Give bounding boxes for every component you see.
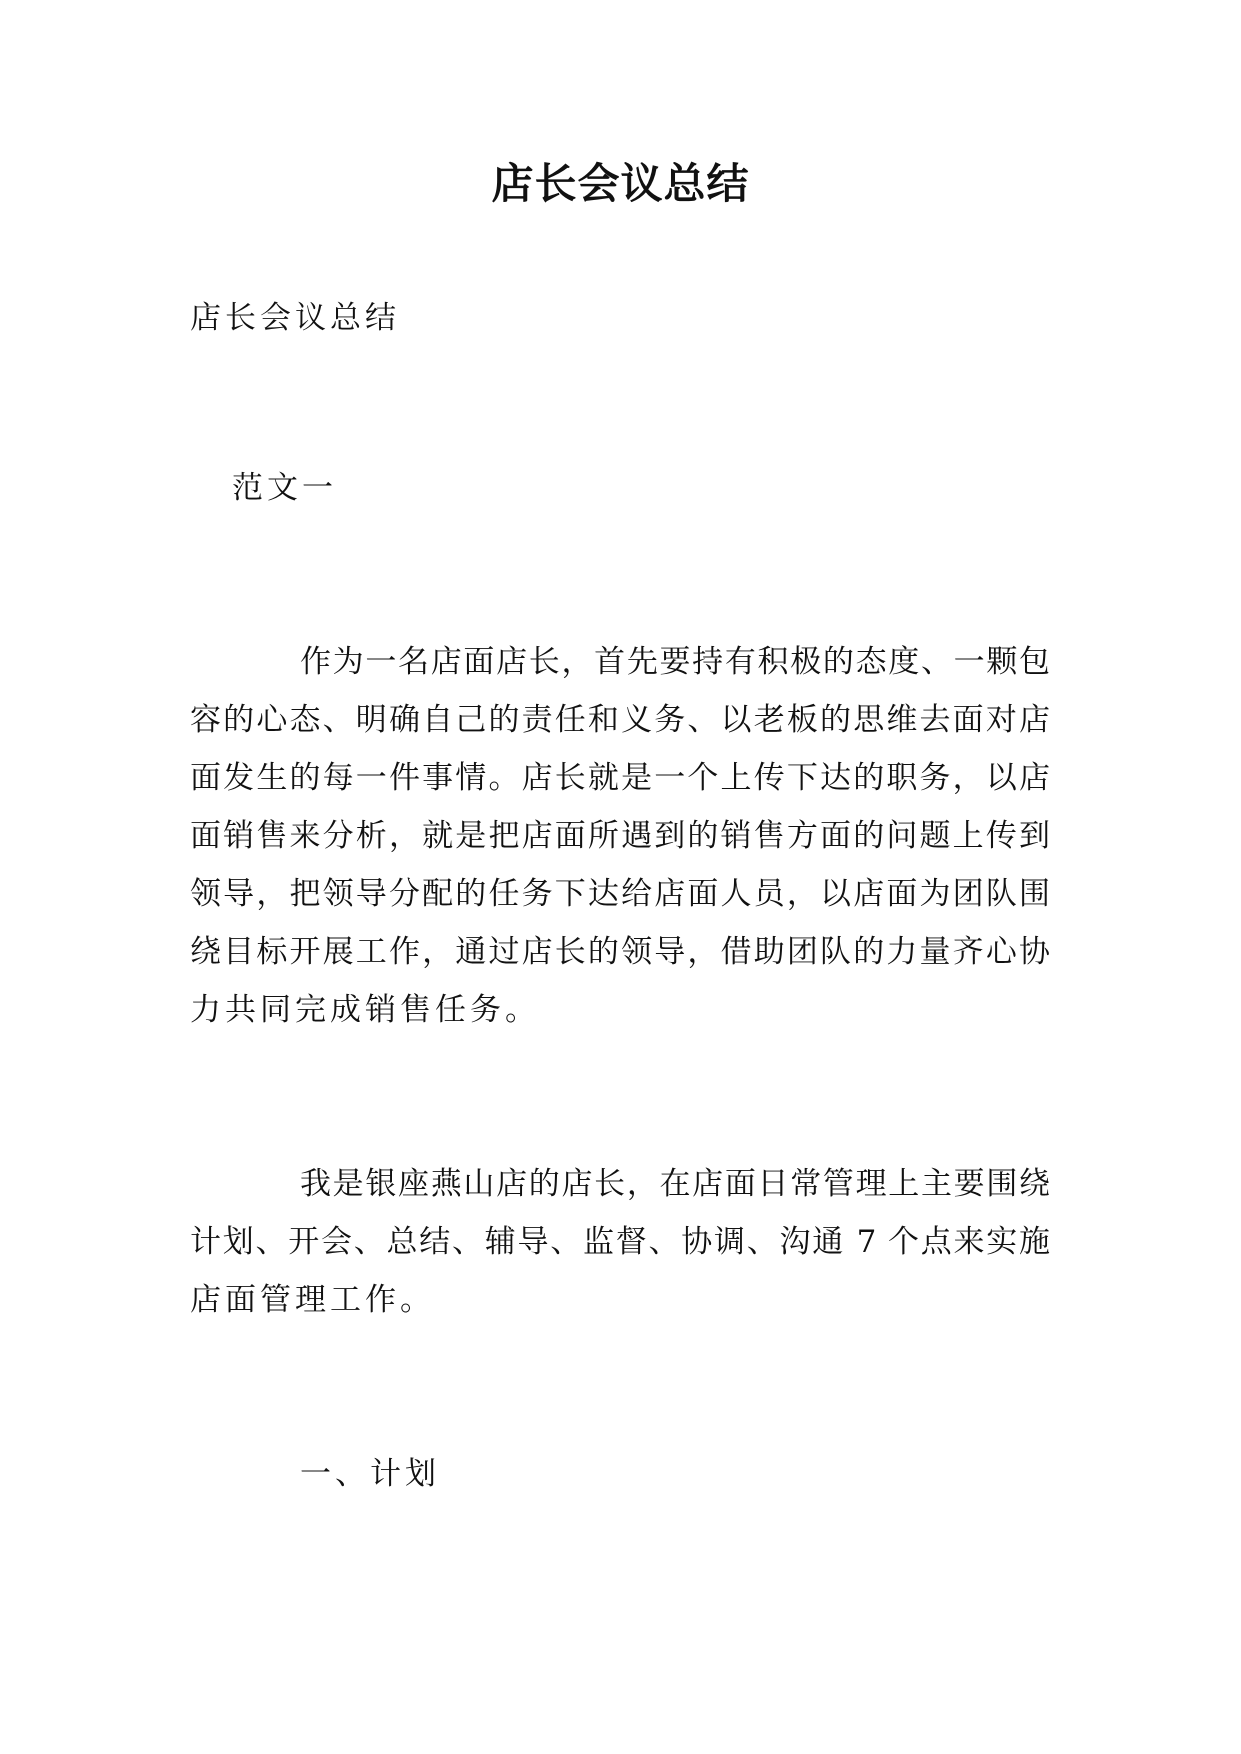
paragraph-line: 作为一名店面店长，首先要持有积极的态度、一颗包 [300, 644, 1050, 680]
paragraph-line: 绕目标开展工作，通过店长的领导，借助团队的力量齐心协 [190, 934, 1050, 970]
paragraph-line: 领导，把领导分配的任务下达给店面人员，以店面为团队围 [190, 876, 1050, 912]
paragraph-line: 计划、开会、总结、辅导、监督、协调、沟通 7 个点来实施 [190, 1224, 1050, 1260]
document-subtitle: 店长会议总结 [190, 300, 400, 336]
section-heading: 一、计划 [300, 1456, 440, 1492]
paragraph-line: 面发生的每一件事情。店长就是一个上传下达的职务，以店 [190, 760, 1050, 796]
section-label: 范文一 [232, 470, 337, 506]
paragraph-line: 面销售来分析，就是把店面所遇到的销售方面的问题上传到 [190, 818, 1050, 854]
paragraph-line: 店面管理工作。 [190, 1282, 435, 1318]
document-title: 店长会议总结 [491, 159, 750, 208]
paragraph-line: 容的心态、明确自己的责任和义务、以老板的思维去面对店 [190, 702, 1050, 738]
paragraph-line: 力共同完成销售任务。 [190, 992, 540, 1028]
paragraph-line: 我是银座燕山店的店长，在店面日常管理上主要围绕 [300, 1166, 1050, 1202]
